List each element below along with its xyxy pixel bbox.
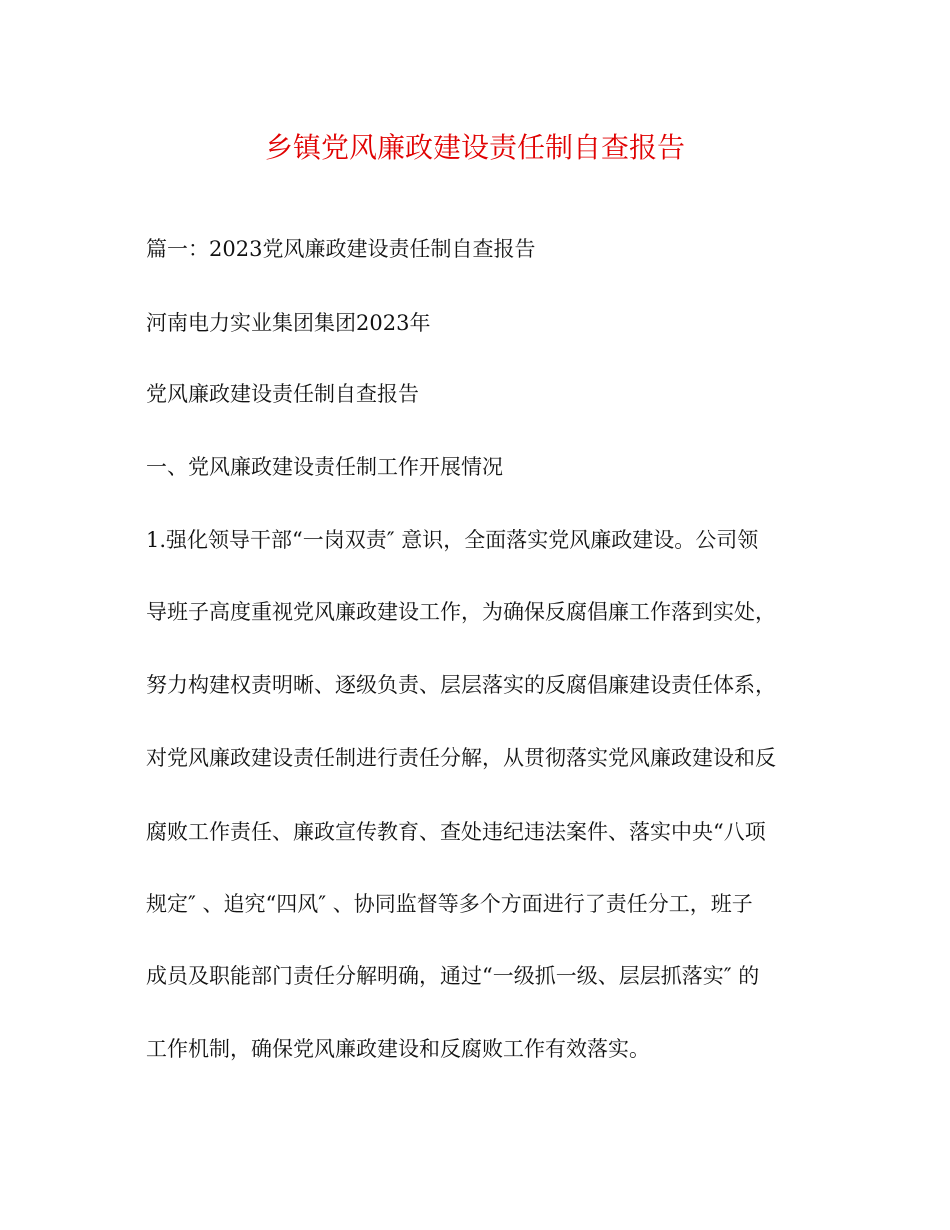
paragraph-line: 努力构建权责明晰、逐级负责、层层落实的反腐倡廉建设责任体系， bbox=[146, 673, 776, 697]
report-subtitle: 党风廉政建设责任制自查报告 bbox=[146, 382, 419, 406]
document-title: 乡镇党风廉政建设责任制自查报告 bbox=[264, 131, 685, 164]
paragraph-line: 成员及职能部门责任分解明确，通过“一级抓一级、层层抓落实″ 的 bbox=[146, 964, 760, 988]
paragraph-line: 规定″ 、追究“四风″ 、协同监督等多个方面进行了责任分工，班子 bbox=[146, 892, 753, 916]
section-heading: 篇一：2023党风廉政建设责任制自查报告 bbox=[146, 237, 536, 261]
paragraph-line: 腐败工作责任、廉政宣传教育、查处违纪违法案件、落实中央“八项 bbox=[146, 820, 766, 844]
paragraph-line: 工作机制，确保党风廉政建设和反腐败工作有效落实。 bbox=[146, 1037, 650, 1061]
part-heading: 一、党风廉政建设责任制工作开展情况 bbox=[146, 455, 503, 479]
paragraph-line: 对党风廉政建设责任制进行责任分解，从贯彻落实党风廉政建设和反 bbox=[146, 746, 776, 770]
organization-line: 河南电力实业集团集团2023年 bbox=[146, 311, 431, 335]
paragraph-line: 1.强化领导干部“一岗双责″ 意识，全面落实党风廉政建设。公司领 bbox=[146, 528, 759, 552]
paragraph-line: 导班子高度重视党风廉政建设工作，为确保反腐倡廉工作落到实处， bbox=[146, 600, 776, 624]
